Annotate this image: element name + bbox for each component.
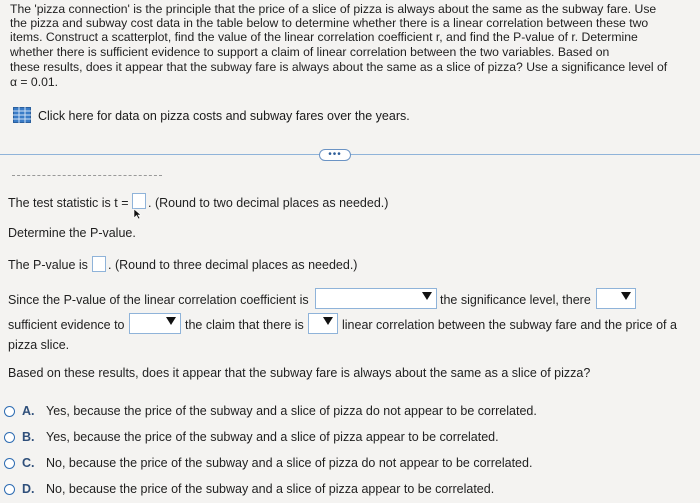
chevron-down-icon <box>422 292 432 300</box>
conclusion-text-1: Since the P-value of the linear correlation coefficient is <box>8 293 309 307</box>
option-letter: C. <box>22 456 35 470</box>
mouse-cursor-icon <box>132 208 144 220</box>
radio-button[interactable] <box>4 432 15 443</box>
chevron-down-icon <box>323 317 333 325</box>
pvalue-comparison-dropdown[interactable] <box>315 288 437 309</box>
correlation-existence-dropdown[interactable] <box>308 313 338 334</box>
chevron-down-icon <box>166 317 176 325</box>
chevron-down-icon <box>621 292 631 300</box>
pvalue-prefix: The P-value is <box>8 258 88 272</box>
test-statistic-suffix: . (Round to two decimal places as needed.) <box>148 196 389 210</box>
question-line: items. Construct a scatterplot, find the value of the linear correlation coefficient r, and find the P-value of r. Determine <box>10 30 638 44</box>
option-letter: B. <box>22 430 35 444</box>
pvalue-prompt: Determine the P-value. <box>8 226 136 240</box>
claim-action-dropdown[interactable] <box>129 313 181 334</box>
option-text[interactable]: Yes, because the price of the subway and a slice of pizza do not appear to be correlated. <box>46 404 537 418</box>
conclusion-text-5: linear correlation between the subway fare and the price of a <box>342 318 677 332</box>
conclusion-text-3: sufficient evidence to <box>8 318 125 332</box>
option-letter: A. <box>22 404 35 418</box>
question-line: whether there is sufficient evidence to support a claim of linear correlation between the two variables. Based on <box>10 45 610 59</box>
question-line: α = 0.01. <box>10 75 59 89</box>
option-text[interactable]: No, because the price of the subway and a slice of pizza appear to be correlated. <box>46 482 495 496</box>
test-statistic-input[interactable] <box>132 193 146 209</box>
question-line: the pizza and subway cost data in the table below to determine whether there is a linear correlation between these two <box>10 16 649 30</box>
conclusion-text-6: pizza slice. <box>8 338 70 352</box>
final-question: Based on these results, does it appear that the subway fare is always about the same as a slice of pizza? <box>8 366 591 380</box>
more-button[interactable]: ••• <box>319 149 351 161</box>
radio-button[interactable] <box>4 406 15 417</box>
data-link[interactable]: Click here for data on pizza costs and subway fares over the years. <box>38 109 410 123</box>
option-letter: D. <box>22 482 35 496</box>
question-line: these results, does it appear that the subway fare is always about the same as a slice of pizza? Use a significance level of <box>10 60 668 74</box>
radio-button[interactable] <box>4 484 15 495</box>
pvalue-input[interactable] <box>92 256 106 272</box>
conclusion-text-2: the significance level, there <box>440 293 591 307</box>
radio-button[interactable] <box>4 458 15 469</box>
question-line: The 'pizza connection' is the principle that the price of a slice of pizza is always about the same as the subway fare. Use <box>10 2 657 16</box>
test-statistic-prefix: The test statistic is t = <box>8 196 129 210</box>
dashed-separator <box>12 175 162 176</box>
pvalue-suffix: . (Round to three decimal places as needed.) <box>108 258 358 272</box>
conclusion-text-4: the claim that there is <box>185 318 304 332</box>
option-text[interactable]: Yes, because the price of the subway and a slice of pizza appear to be correlated. <box>46 430 499 444</box>
evidence-dropdown[interactable] <box>596 288 636 309</box>
option-text[interactable]: No, because the price of the subway and a slice of pizza do not appear to be correlated. <box>46 456 533 470</box>
data-table-icon[interactable] <box>13 107 31 123</box>
